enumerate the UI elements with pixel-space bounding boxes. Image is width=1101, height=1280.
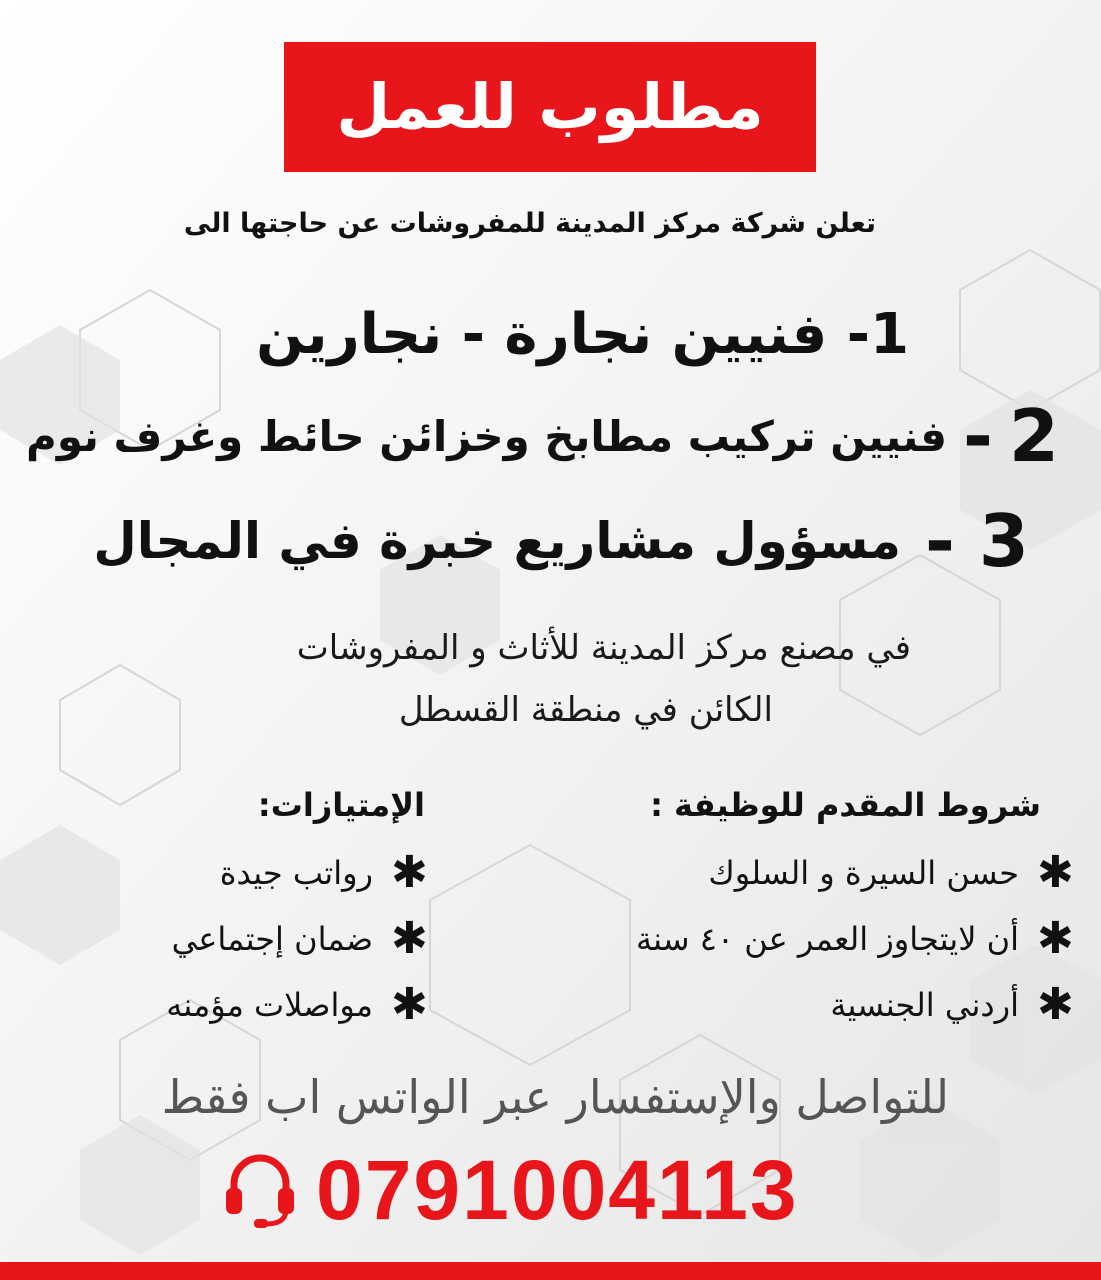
list-item (166, 840, 427, 906)
phone-row (222, 1143, 799, 1237)
advantages-list (166, 840, 427, 1038)
job-3-text: مسؤول مشاريع خبرة في المجال (93, 512, 901, 570)
job-1: 1- فنيين نجارة - نجارين (256, 302, 909, 367)
requirement-text: حسن السيرة و السلوك (708, 854, 1019, 892)
intro-text: تعلن شركة مركز المدينة للمفروشات عن حاجتها الى (183, 208, 877, 239)
advantages-title: الإمتيازات: (257, 786, 425, 824)
advantage-text: مواصلات مؤمنه (166, 986, 373, 1024)
job-2-text: فنيين تركيب مطابخ وخزائن حائط وغرف نوم (26, 411, 947, 461)
job-2-number: 2 (1008, 394, 1059, 478)
job-2 (26, 394, 1059, 478)
list-item (636, 906, 1073, 972)
asterisk-icon: ✱ (391, 913, 428, 964)
job-2-dash: - (963, 394, 993, 478)
bottom-accent-bar (0, 1262, 1101, 1280)
asterisk-icon: ✱ (391, 847, 428, 898)
asterisk-icon: ✱ (391, 979, 428, 1030)
requirements-list (636, 840, 1073, 1038)
list-item (166, 906, 427, 972)
advantage-text: رواتب جيدة (219, 854, 373, 892)
list-item (636, 840, 1073, 906)
asterisk-icon: ✱ (1037, 847, 1074, 898)
contact-label: للتواصل والإستفسار عبر الواتس اب فقط (161, 1070, 949, 1124)
hiring-banner (284, 42, 816, 172)
list-item (166, 972, 427, 1038)
asterisk-icon: ✱ (1037, 913, 1074, 964)
location-line-1: في مصنع مركز المدينة للأثاث و المفروشات (296, 628, 911, 668)
list-item (636, 972, 1073, 1038)
job-3-dash: - (925, 499, 955, 583)
requirement-text: أردني الجنسية (830, 986, 1019, 1024)
asterisk-icon: ✱ (1037, 979, 1074, 1030)
requirements-title: شروط المقدم للوظيفة : (650, 786, 1041, 824)
job-3 (93, 499, 1029, 583)
requirement-text: أن لايتجاوز العمر عن ٤٠ سنة (635, 920, 1019, 958)
job-3-number: 3 (978, 499, 1029, 583)
banner-title: مطلوب للعمل (336, 70, 764, 143)
location-line-2: الكائن في منطقة القسطل (398, 690, 773, 730)
phone-number[interactable]: 0791004113 (316, 1143, 799, 1237)
headset-icon (222, 1148, 298, 1232)
advantage-text: ضمان إجتماعي (171, 920, 373, 958)
